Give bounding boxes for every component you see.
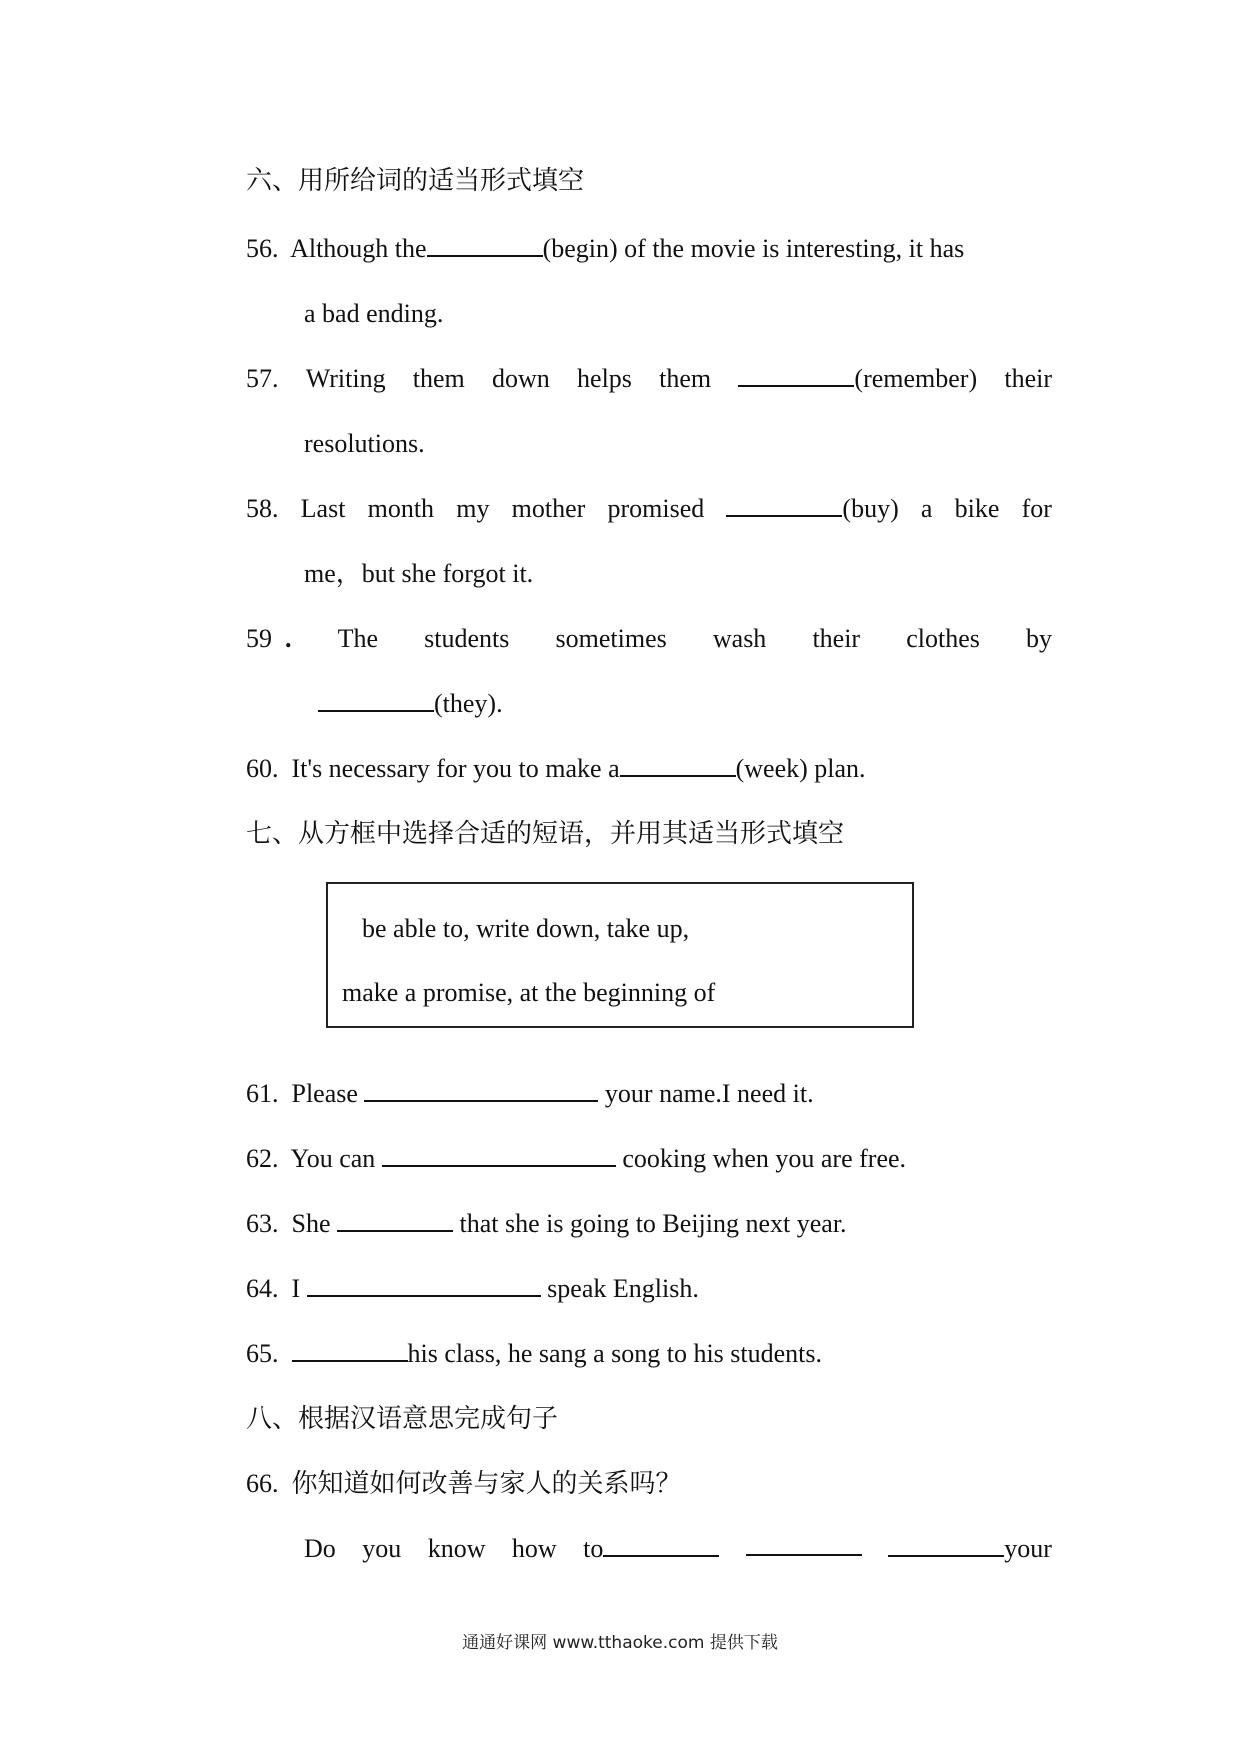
question-number: 65.	[246, 1339, 279, 1368]
word: my	[456, 494, 490, 523]
question-66-english	[304, 1532, 1052, 1566]
section-8-title: 八、根据汉语意思完成句子	[246, 1404, 559, 1434]
word: Last	[300, 494, 346, 523]
question-56-continuation: a bad ending.	[304, 299, 444, 328]
answer-blank[interactable]	[382, 1143, 616, 1167]
question-text: his class, he sang a song to his students.	[407, 1339, 823, 1368]
word: you	[362, 1534, 402, 1563]
answer-blank[interactable]	[746, 1532, 862, 1556]
word: promised	[607, 494, 705, 523]
page-footer: 通通好课网 www.tthaoke.com 提供下载	[462, 1633, 778, 1653]
answer-blank[interactable]	[364, 1078, 598, 1102]
chinese-prompt: 你知道如何改善与家人的关系吗？	[291, 1469, 682, 1499]
word: month	[367, 494, 435, 523]
word: down	[492, 364, 550, 393]
word: The	[337, 624, 379, 653]
question-text: speak English.	[547, 1274, 699, 1303]
answer-blank[interactable]	[603, 1533, 719, 1557]
word-hint: (buy)	[842, 494, 899, 523]
word: them	[412, 364, 465, 393]
word: to	[583, 1534, 604, 1563]
word: clothes	[906, 624, 980, 653]
question-62	[246, 1142, 906, 1176]
question-61	[246, 1077, 814, 1111]
question-number: 56.	[246, 234, 279, 263]
question-text: She	[291, 1209, 331, 1238]
answer-blank[interactable]	[318, 688, 434, 712]
punctuation: .	[285, 624, 292, 653]
word: your	[1004, 1534, 1052, 1563]
question-number: 63.	[246, 1209, 279, 1238]
answer-blank[interactable]	[726, 493, 842, 517]
word: for	[1021, 494, 1052, 523]
question-text: It's necessary for you to make a	[291, 754, 620, 783]
word: their	[1004, 364, 1052, 393]
question-59-continuation	[318, 687, 503, 721]
question-65	[246, 1337, 822, 1371]
answer-blank[interactable]	[307, 1273, 541, 1297]
phrase-box	[326, 882, 914, 1028]
question-number: 61.	[246, 1079, 279, 1108]
word: a	[920, 494, 933, 523]
question-number: 58.	[246, 494, 279, 523]
question-number: 57.	[246, 364, 279, 393]
word: their	[812, 624, 861, 653]
section-7-title: 七、从方框中选择合适的短语，并用其适当形式填空	[246, 819, 845, 849]
question-63	[246, 1207, 847, 1241]
question-60	[246, 752, 866, 786]
answer-blank[interactable]	[292, 1338, 408, 1362]
question-text: your name.I need it.	[604, 1079, 814, 1108]
word-hint: (they).	[434, 689, 503, 718]
question-text: (begin) of the movie is interesting, it has	[542, 234, 965, 263]
question-text: cooking when you are free.	[622, 1144, 907, 1173]
question-58	[246, 492, 1052, 526]
question-59	[246, 622, 1052, 656]
word: how	[511, 1534, 557, 1563]
question-text: You can	[290, 1144, 376, 1173]
answer-blank[interactable]	[337, 1208, 453, 1232]
word: bike	[954, 494, 1000, 523]
word: Do	[304, 1534, 336, 1563]
question-number: 59	[246, 624, 272, 653]
phrase-box-line-2: make a promise, at the beginning of	[342, 978, 716, 1007]
word: students	[424, 624, 510, 653]
word: helps	[577, 364, 632, 393]
question-text: Please	[291, 1079, 358, 1108]
word-hint: (remember)	[854, 364, 978, 393]
answer-blank[interactable]	[620, 753, 736, 777]
word: sometimes	[555, 624, 667, 653]
word: by	[1026, 624, 1052, 653]
question-text: Although the	[290, 234, 427, 263]
question-number: 60.	[246, 754, 279, 783]
question-58-continuation: me，but she forgot it.	[304, 559, 534, 588]
word: them	[659, 364, 712, 393]
question-57-continuation: resolutions.	[304, 429, 425, 458]
answer-blank[interactable]	[427, 233, 543, 257]
word: wash	[712, 624, 767, 653]
word: know	[427, 1534, 486, 1563]
question-text: I	[291, 1274, 301, 1303]
word: Writing	[305, 364, 386, 393]
answer-blank[interactable]	[888, 1533, 1004, 1557]
question-number: 66.	[246, 1469, 279, 1498]
phrase-box-line-1: be able to, write down, take up,	[362, 914, 690, 943]
answer-blank[interactable]	[738, 363, 854, 387]
question-64	[246, 1272, 699, 1306]
question-number: 62.	[246, 1144, 279, 1173]
section-6-title: 六、用所给词的适当形式填空	[246, 166, 585, 196]
question-text: that she is going to Beijing next year.	[459, 1209, 847, 1238]
question-66	[246, 1467, 682, 1501]
question-text: (week) plan.	[735, 754, 866, 783]
question-number: 64.	[246, 1274, 279, 1303]
question-57	[246, 362, 1052, 396]
question-56	[246, 232, 964, 266]
word: mother	[511, 494, 586, 523]
